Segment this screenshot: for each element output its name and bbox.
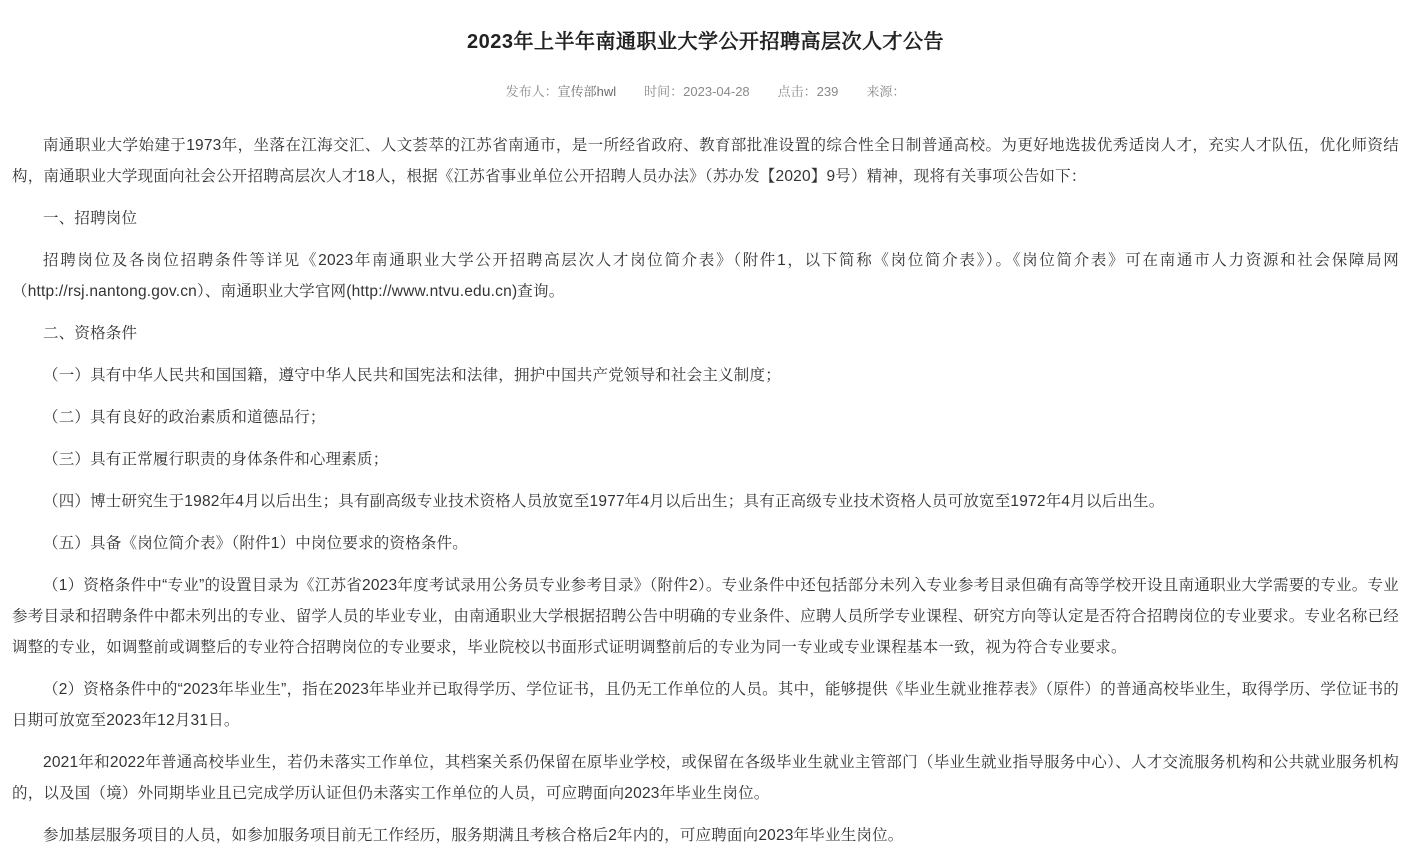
paragraph: （2）资格条件中的“2023年毕业生”，指在2023年毕业并已取得学历、学位证书，且仍无工作单位的人员。其中，能够提供《毕业生就业推荐表》（原件）的普通高校毕业生，取得学历、学位证书的日期可放宽至2023年12月31日。 <box>12 681 1399 729</box>
section-heading-2: 二、资格条件 <box>43 325 138 342</box>
paragraph: 2021年和2022年普通高校毕业生，若仍未落实工作单位，其档案关系仍保留在原毕业学校，或保留在各级毕业生就业主管部门（毕业生就业指导服务中心）、人才交流服务机构和公共就业服务机构的，以及国（境）外同期毕业且已完成学历认证但仍未落实工作单位的人员，可应聘面向2023年毕业生岗位。 <box>12 754 1399 802</box>
meta-time <box>644 81 750 100</box>
paragraph: （三）具有正常履行职责的身体条件和心理素质； <box>43 451 389 468</box>
paragraph: （四）博士研究生于1982年4月以后出生；具有副高级专业技术资格人员放宽至1977年4月以后出生；具有正高级专业技术资格人员可放宽至1972年4月以后出生。 <box>43 493 1165 510</box>
section-heading-1: 一、招聘岗位 <box>43 210 138 227</box>
article-body <box>0 100 1411 851</box>
meta-publisher-value: 宣传部hwl <box>557 84 617 99</box>
paragraph: （二）具有良好的政治素质和道德品行； <box>43 409 326 426</box>
meta-hits <box>778 81 839 100</box>
meta-publisher-label: 发布人： <box>505 84 558 99</box>
article-meta <box>0 57 1411 100</box>
meta-hits-value: 239 <box>816 84 839 99</box>
paragraph: 招聘岗位及各岗位招聘条件等详见《2023年南通职业大学公开招聘高层次人才岗位简介表》（附件1，以下简称《岗位简介表》）。《岗位简介表》可在南通市人力资源和社会保障局网（http://rsj.nantong.gov.cn）、南通职业大学官网(http://www.ntvu.edu.cn)查询。 <box>12 252 1399 300</box>
paragraph: （1）资格条件中“专业”的设置目录为《江苏省2023年度考试录用公务员专业参考目录》（附件2）。专业条件中还包括部分未列入专业参考目录但确有高等学校开设且南通职业大学需要的专业。专业参考目录和招聘条件中都未列出的专业、留学人员的毕业专业，由南通职业大学根据招聘公告中明确的专业条件、应聘人员所学专业课程、研究方向等认定是否符合招聘岗位的专业要求。专业名称已经调整的专业，如调整前或调整后的专业符合招聘岗位的专业要求，毕业院校以书面形式证明调整前后的专业为同一专业或专业课程基本一致，视为符合专业要求。 <box>12 577 1399 656</box>
meta-source <box>866 81 905 100</box>
meta-source-label: 来源： <box>866 84 906 99</box>
meta-hits-label: 点击： <box>777 84 817 99</box>
paragraph: （一）具有中华人民共和国国籍，遵守中华人民共和国宪法和法律，拥护中国共产党领导和社会主义制度； <box>43 367 781 384</box>
meta-time-value: 2023-04-28 <box>683 84 750 99</box>
paragraph: 南通职业大学始建于1973年，坐落在江海交汇、人文荟萃的江苏省南通市，是一所经省政府、教育部批准设置的综合性全日制普通高校。为更好地选拔优秀适岗人才，充实人才队伍，优化师资结构，南通职业大学现面向社会公开招聘高层次人才18人，根据《江苏省事业单位公开招聘人员办法》（苏办发【2020】9号）精神，现将有关事项公告如下： <box>12 137 1399 185</box>
paragraph: （五）具备《岗位简介表》（附件1）中岗位要求的资格条件。 <box>43 535 468 552</box>
page-title: 2023年上半年南通职业大学公开招聘高层次人才公告 <box>467 31 944 53</box>
meta-publisher <box>506 81 617 100</box>
meta-time-label: 时间： <box>644 84 684 99</box>
paragraph: 参加基层服务项目的人员，如参加服务项目前无工作经历，服务期满且考核合格后2年内的，可应聘面向2023年毕业生岗位。 <box>43 827 904 844</box>
